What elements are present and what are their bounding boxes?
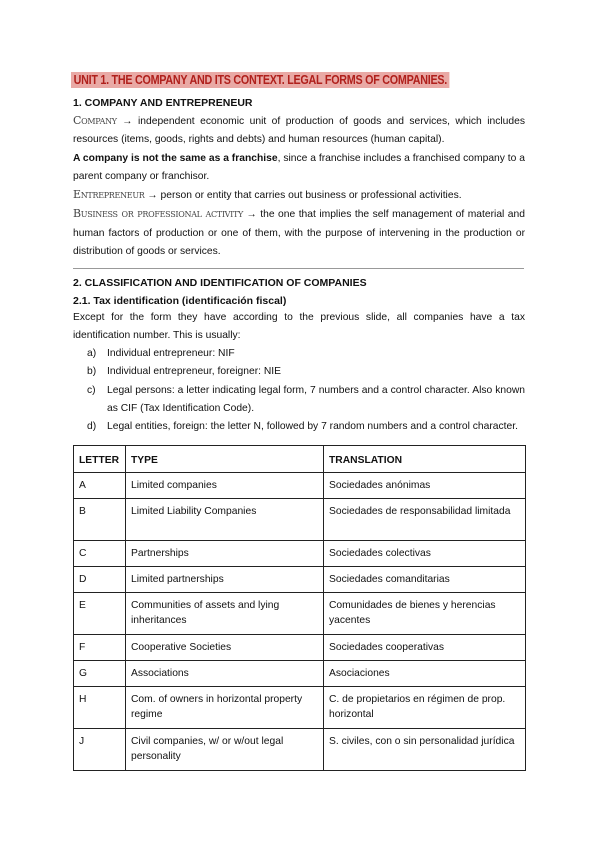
cell-translation: Sociedades comanditarias — [324, 567, 526, 593]
cell-letter: B — [74, 499, 126, 541]
cell-translation: Asociaciones — [324, 661, 526, 687]
cell-translation: Sociedades de responsabilidad limitada — [324, 499, 526, 541]
cell-letter: D — [74, 567, 126, 593]
unit-title: UNIT 1. THE COMPANY AND ITS CONTEXT. LEGAL FORMS OF COMPANIES. — [71, 72, 450, 88]
cell-letter: F — [74, 635, 126, 661]
cell-type: Communities of assets and lying inheritances — [126, 593, 324, 635]
activity-definition — [73, 205, 525, 261]
entrepreneur-definition — [73, 186, 525, 205]
table-row — [74, 635, 526, 661]
cell-type: Limited partnerships — [126, 567, 324, 593]
cell-letter: G — [74, 661, 126, 687]
list-item — [87, 345, 525, 363]
header-translation: TRANSLATION — [324, 446, 526, 473]
company-term: Company — [73, 114, 117, 127]
cell-translation: C. de propietarios en régimen de prop. horizontal — [324, 687, 526, 729]
cell-translation: Sociedades anónimas — [324, 473, 526, 499]
divider — [73, 268, 524, 269]
entrepreneur-def-text: person or entity that carries out business or professional activities. — [160, 190, 462, 202]
franchise-bold: A company is not the same as a franchise — [73, 152, 278, 164]
list-marker: b) — [87, 366, 97, 378]
arrow-icon: → — [122, 116, 133, 127]
cell-type: Partnerships — [126, 541, 324, 567]
list-item — [87, 363, 525, 381]
list-text: Individual entrepreneur: NIF — [107, 348, 235, 359]
tax-id-list — [73, 345, 525, 436]
arrow-icon: → — [246, 209, 257, 221]
header-letter: LETTER — [74, 446, 126, 473]
company-def-text: independent economic unit of production of goods and services, which includes resources (items, goods, rights and debts) and human resources (human capital). — [73, 116, 525, 146]
list-item — [87, 382, 525, 419]
activity-term: Business or professional activity — [73, 207, 244, 221]
cell-translation: Comunidades de bienes y herencias yacentes — [324, 593, 526, 635]
cell-type: Civil companies, w/ or w/out legal personality — [126, 729, 324, 771]
cell-letter: C — [74, 541, 126, 567]
cell-type: Com. of owners in horizontal property regime — [126, 687, 324, 729]
list-item — [87, 418, 525, 436]
cell-translation: Sociedades colectivas — [324, 541, 526, 567]
list-marker: d) — [87, 421, 97, 433]
cell-type: Limited companies — [126, 473, 324, 499]
cell-letter: E — [74, 593, 126, 635]
list-marker: c) — [87, 384, 96, 396]
cell-letter: J — [74, 729, 126, 771]
franchise-note — [73, 150, 525, 187]
cell-letter: A — [74, 473, 126, 499]
section-2-intro: Except for the form they have according to the previous slide, all companies have a tax identification number. This is usually: — [73, 312, 525, 342]
section-1-heading: 1. COMPANY AND ENTREPRENEUR — [73, 97, 253, 109]
section-2-heading: 2. CLASSIFICATION AND IDENTIFICATION OF COMPANIES — [73, 277, 367, 289]
table-header-row — [74, 446, 526, 473]
table-row — [74, 567, 526, 593]
table-row — [74, 687, 526, 729]
cell-type: Limited Liability Companies — [126, 499, 324, 541]
list-text: Legal entities, foreign: the letter N, followed by 7 random numbers and a control character. — [107, 421, 518, 433]
cell-type: Associations — [126, 661, 324, 687]
cell-translation: S. civiles, con o sin personalidad jurídica — [324, 729, 526, 771]
table-row — [74, 593, 526, 635]
section-1-body — [73, 112, 525, 261]
list-text: Individual entrepreneur, foreigner: NIE — [107, 366, 282, 378]
activity-def-text: the one that implies the self management of material and human factors of production or one of them, with the purpose of intervening in the production or distribution of goods or services. — [73, 209, 525, 258]
cell-type: Cooperative Societies — [126, 635, 324, 661]
section-2-1-heading: 2.1. Tax identification (identificación fiscal) — [73, 295, 287, 307]
legal-forms-table — [73, 445, 526, 771]
list-marker: a) — [87, 348, 97, 359]
table-row — [74, 729, 526, 771]
list-text: Legal persons: a letter indicating legal form, 7 numbers and a control character. Also known as CIF (Tax Identification Code). — [107, 384, 525, 414]
table-row — [74, 541, 526, 567]
header-type: TYPE — [126, 446, 324, 473]
table-row — [74, 499, 526, 541]
cell-translation: Sociedades cooperativas — [324, 635, 526, 661]
arrow-icon: → — [147, 190, 158, 202]
company-definition — [73, 112, 525, 150]
cell-letter: H — [74, 687, 126, 729]
entrepreneur-term: Entrepreneur — [73, 188, 145, 202]
franchise-rest: , since a franchise includes a franchised company to a parent company or franchisor. — [73, 152, 525, 182]
table-row — [74, 661, 526, 687]
table-row — [74, 473, 526, 499]
